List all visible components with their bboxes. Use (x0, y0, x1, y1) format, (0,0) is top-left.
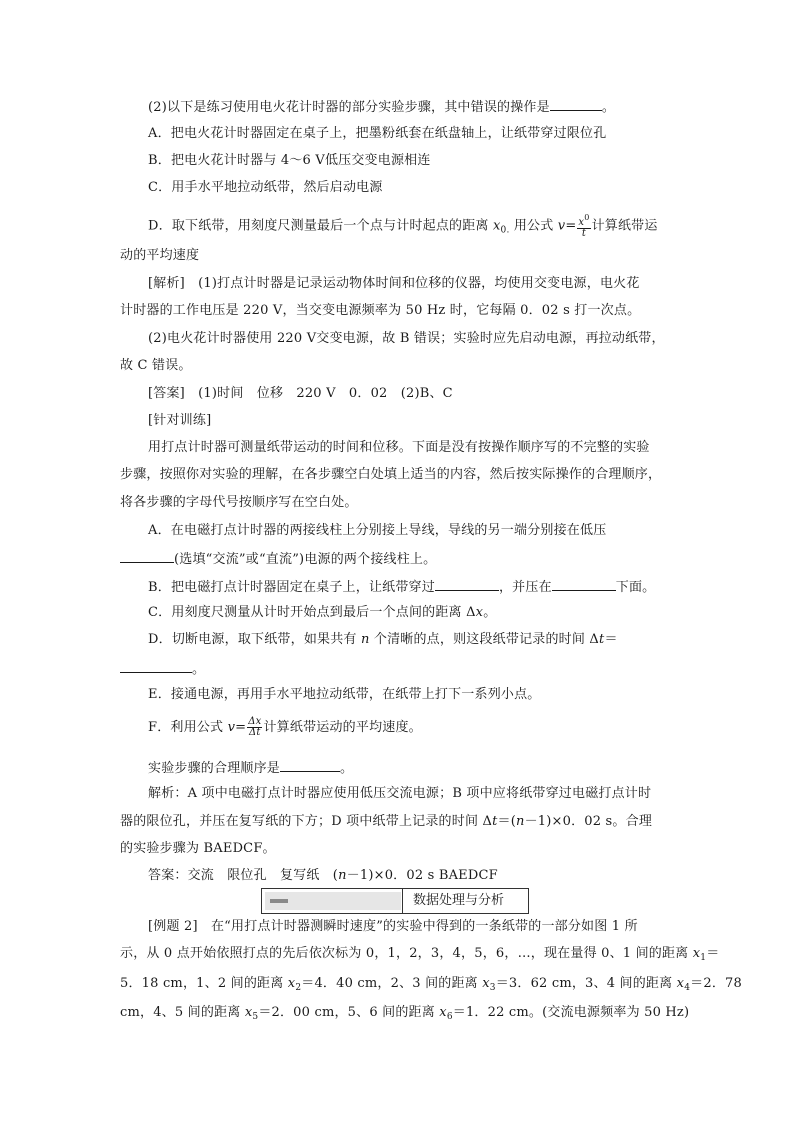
answer-blank (280, 758, 340, 772)
step-a-continued: (选填“交流”或“直流”)电源的两个接线柱上。 (120, 549, 436, 569)
option-b: B．把电火花计时器与 4～6 V低压交变电源相连 (148, 153, 431, 168)
answer-blank (552, 577, 616, 591)
step-d-continued: 。 (120, 659, 205, 679)
analysis-line-3: (2)电火花计时器使用 220 V交变电源，故 B 错误；实验时应先启动电源，再拉动纸带， (148, 331, 665, 346)
training-para-2: 步骤，按照你对实验的理解，在各步骤空白处填上适当的内容，然后按实际操作的合理顺序， (120, 467, 662, 482)
formula-fraction: $\frac{x^0}{t}$ (578, 213, 590, 239)
step-e: E．接通电源，再用手水平地拉动纸带，在纸带上打下一系列小点。 (148, 687, 541, 702)
formula-fraction: $\frac{\Delta x}{\Delta t}$ (248, 716, 262, 738)
option-d-continued: 动的平均速度 (120, 248, 200, 263)
question-2-stem: (2)以下是练习使用电火花计时器的部分实验步骤，其中错误的操作是 。 (148, 97, 615, 117)
option-d: D．取下纸带，用刻度尺测量最后一个点与计时起点的距离 $x_{0.}$ 用公式 v= $\frac{x^0}{t}$ 计算纸带运 (148, 213, 658, 239)
solution-line-3: 的实验步骤为 BAEDCF。 (120, 841, 276, 856)
training-para-3: 将各步骤的字母代号按顺序写在空白处。 (120, 495, 358, 510)
step-c: C．用刻度尺测量从计时开始点到最后一个点间的距离 Δx。 (148, 605, 497, 620)
training-title: [针对训练] (148, 413, 212, 428)
section-heading: 数据处理与分析 (413, 893, 505, 908)
option-a: A．把电火花计时器固定在桌子上，把墨粉纸套在纸盘轴上，让纸带穿过限位孔 (148, 126, 607, 141)
answer-blank (435, 577, 499, 591)
solution-line-2: 器的限位孔，并压在复写纸的下方；D 项中纸带上记录的时间 Δt＝(n－1)×0．02 s。合理 (120, 814, 653, 829)
answer-1: [答案] (1)时间 位移 220 V 0．02 (2)B、C (148, 386, 453, 401)
order-question: 实验步骤的合理顺序是 。 (148, 758, 353, 778)
example-2-line-4: cm，4、5 间的距离 $x_5=2$．00 cm，5、6 间的距离 $x_6=1$．22 cm。(交流电源频率为 50 Hz) (120, 1005, 690, 1022)
option-c: C．用手水平地拉动纸带，然后启动电源 (148, 180, 383, 195)
section-decoration (265, 892, 401, 910)
answer-blank (120, 549, 174, 563)
example-2-line-2: 示，从 0 点开始依照打点的先后依次标为 0，1，2，3，4，5，6，…，现在量得 0、1 间的距离 $x_1=$ (120, 946, 720, 963)
analysis-line-1: [解析] (1)打点计时器是记录运动物体时间和位移的仪器，均使用交变电源，电火花 (148, 276, 640, 291)
solution-answer: 答案：交流 限位孔 复写纸 (n－1)×0．02 s BAEDCF (148, 868, 498, 883)
step-a: A．在电磁打点计时器的两接线柱上分别接上导线，导线的另一端分别接在低压 (148, 523, 607, 538)
answer-blank (550, 97, 602, 111)
step-d: D．切断电源，取下纸带，如果共有 n 个清晰的点，则这段纸带记录的时间 Δt＝ (148, 632, 618, 647)
step-b: B．把电磁打点计时器固定在桌子上，让纸带穿过 ，并压在 下面。 (148, 577, 655, 597)
solution-line-1: 解析：A 项中电磁打点计时器应使用低压交流电源；B 项中应将纸带穿过电磁打点计时 (148, 786, 652, 801)
step-f: F．利用公式 v= $\frac{\Delta x}{\Delta t}$ 计算纸带运动的平均速度。 (148, 716, 422, 738)
analysis-line-2: 计时器的工作电压是 220 V，当交变电源频率为 50 Hz 时，它每隔 0．02 s 打一次点。 (120, 303, 641, 318)
training-para-1: 用打点计时器可测量纸带运动的时间和位移。下面是没有按操作顺序写的不完整的实验 (148, 440, 650, 455)
example-2-line-3: 5．18 cm，1、2 间的距离 $x_2=4$．40 cm，2、3 间的距离 $x_3=3$．62 cm，3、4 间的距离 $x_4=2$．78 (120, 976, 742, 993)
answer-blank (120, 659, 192, 673)
section-heading-box (261, 888, 529, 914)
analysis-line-4: 故 C 错误。 (120, 358, 192, 373)
example-2-line-1: [例题 2] 在“用打点计时器测瞬时速度”的实验中得到的一条纸带的一部分如图 1 所 (148, 919, 638, 934)
